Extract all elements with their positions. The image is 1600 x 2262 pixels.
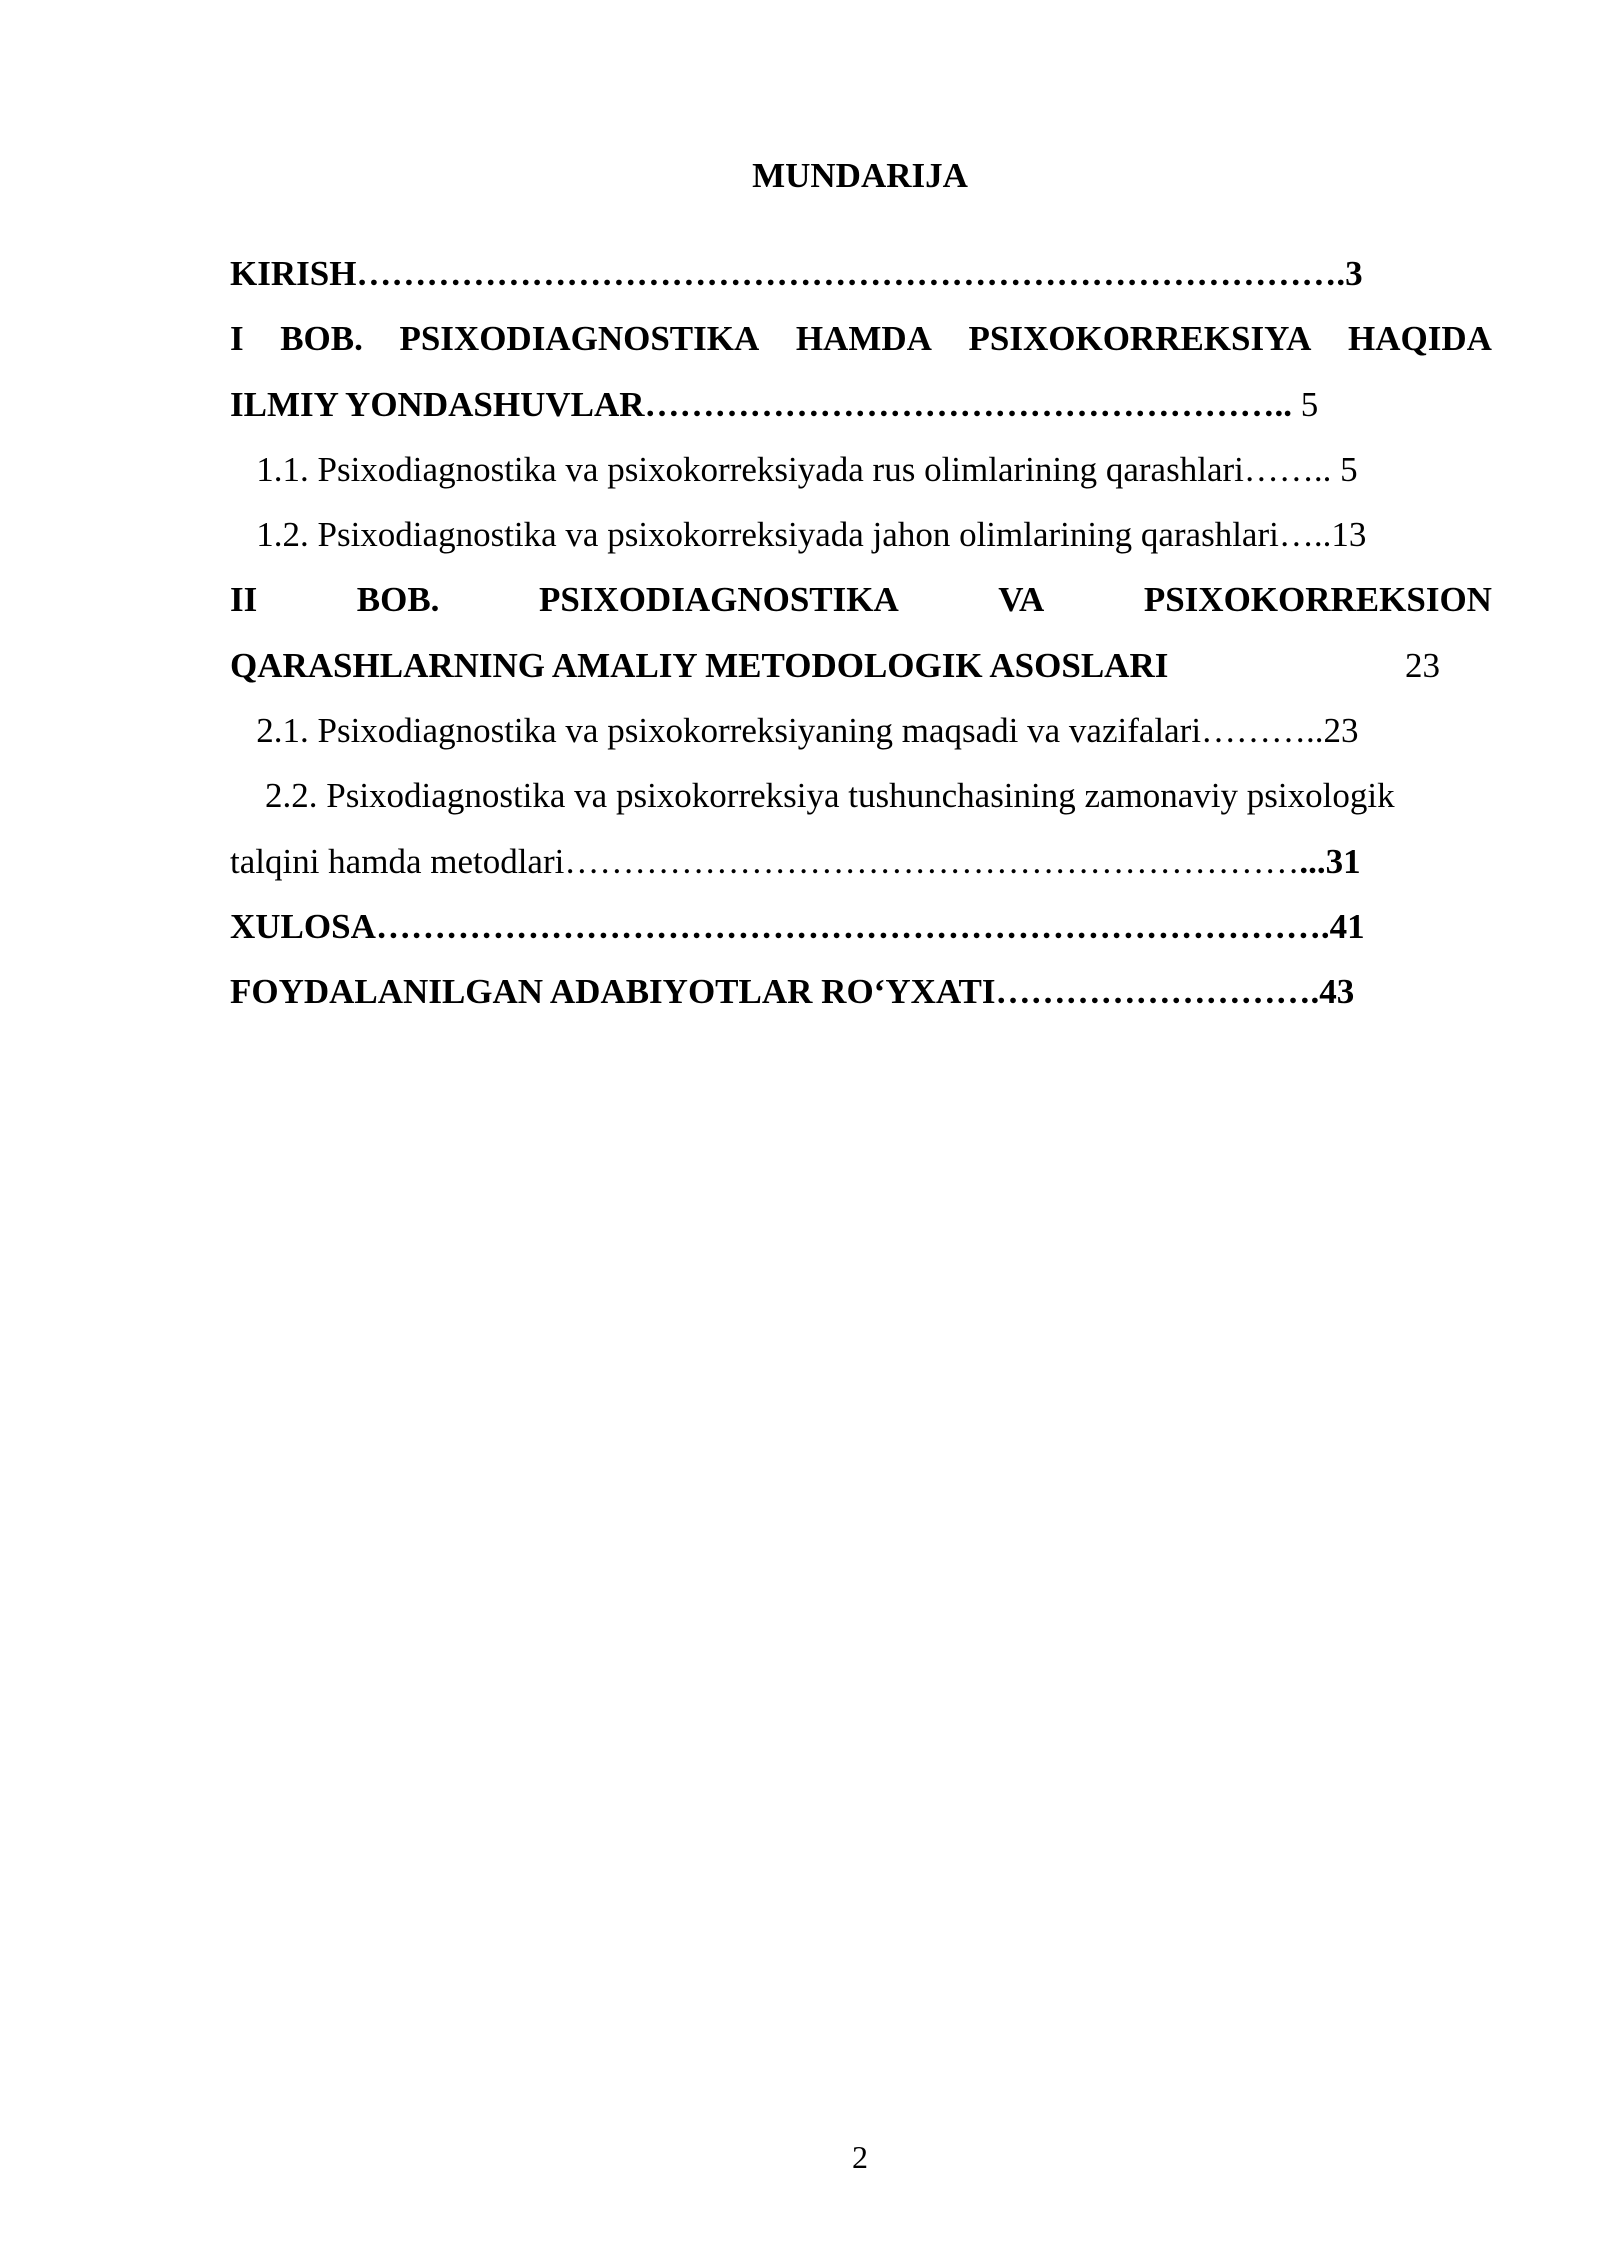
- toc-entry-text: FOYDALANILGAN ADABIYOTLAR RO‘YXATI……………………….43: [230, 972, 1355, 1012]
- toc-word: II: [230, 580, 258, 620]
- table-of-contents: [230, 248, 1492, 1032]
- toc-entry-2-1: [230, 705, 1492, 770]
- toc-entry-text: 1.2. Psixodiagnostika va psixokorreksiyada jahon olimlarining qarashlari…..13: [230, 515, 1367, 555]
- toc-page-number: 5: [1300, 384, 1319, 424]
- toc-entry-chapter-2-line-1: [230, 574, 1492, 639]
- toc-entry-kirish: [230, 248, 1492, 313]
- toc-entry-text: XULOSA……………………………………………………………………….41: [230, 906, 1365, 946]
- toc-entry-text: 2.2. Psixodiagnostika va psixokorreksiya tushunchasining zamonaviy psixologik: [230, 776, 1395, 816]
- page-title: MUNDARIJA: [752, 156, 968, 195]
- toc-page-number: 23: [1405, 645, 1440, 685]
- toc-entry-1-2: [230, 509, 1492, 574]
- toc-word: I: [230, 319, 244, 359]
- toc-word: PSIXOKORREKSION: [1143, 580, 1492, 620]
- toc-word: HAQIDA: [1348, 319, 1492, 359]
- toc-entry-2-2-line-1: [230, 770, 1492, 835]
- toc-page-number: ...31: [1299, 841, 1361, 881]
- toc-word: PSIXOKORREKSIYA: [968, 319, 1312, 359]
- toc-entry-text: 1.1. Psixodiagnostika va psixokorreksiyada rus olimlarining qarashlari…….. 5: [230, 449, 1358, 489]
- toc-word: PSIXODIAGNOSTIKA: [399, 319, 760, 359]
- toc-entry-chapter-2-line-2: [230, 640, 1492, 705]
- toc-entry-xulosa: [230, 901, 1492, 966]
- toc-entry-chapter-1-line-2: [230, 379, 1492, 444]
- toc-word: HAMDA: [795, 319, 932, 359]
- toc-entry-references: [230, 966, 1492, 1031]
- toc-word: BOB.: [356, 580, 440, 620]
- toc-entry-chapter-1-line-1: [230, 313, 1492, 378]
- toc-entry-text: 2.1. Psixodiagnostika va psixokorreksiyaning maqsadi va vazifalari………..23: [230, 711, 1359, 751]
- toc-word: VA: [998, 580, 1045, 620]
- toc-entry-text: QARASHLARNING AMALIY METODOLOGIK ASOSLARI: [230, 645, 1169, 685]
- toc-entry-2-2-line-2: [230, 836, 1492, 901]
- toc-entry-text: talqini hamda metodlari………………………………………………………: [230, 841, 1300, 881]
- toc-entry-1-1: [230, 444, 1492, 509]
- toc-entry-text: KIRISH………………………………………………………………………….3: [230, 254, 1363, 293]
- toc-entry-text: ILMIY YONDASHUVLAR………………………………………………..: [230, 384, 1301, 424]
- page-number: 2: [852, 2139, 868, 2175]
- toc-word: BOB.: [280, 319, 363, 359]
- toc-word: PSIXODIAGNOSTIKA: [538, 580, 899, 620]
